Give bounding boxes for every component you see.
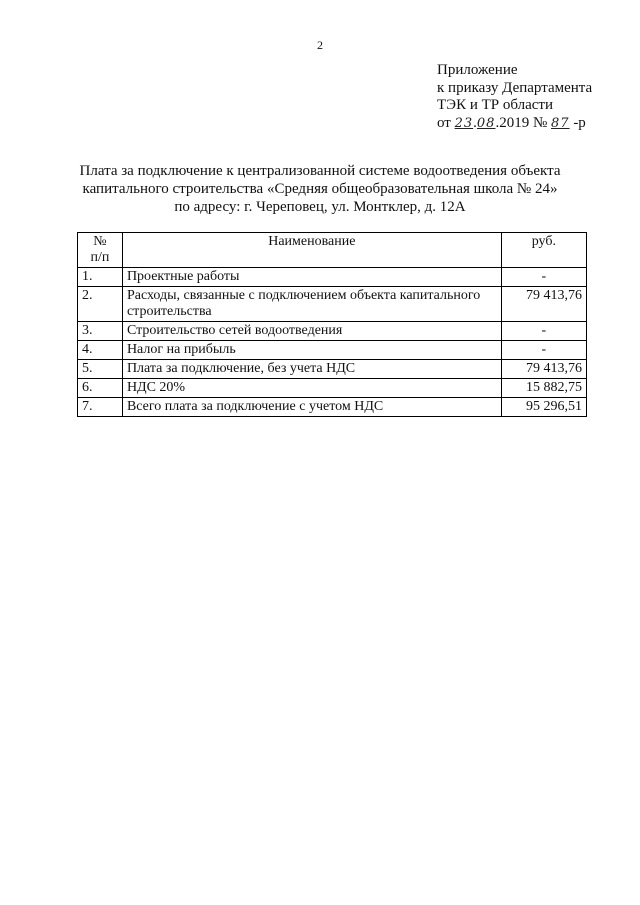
row-name: Плата за подключение, без учета НДС	[122, 360, 501, 379]
row-name: Расходы, связанные с подключением объекта капитального строительства	[122, 287, 501, 322]
date-separator: .	[473, 114, 477, 131]
header-number	[78, 233, 123, 268]
appendix-date-line	[437, 115, 592, 133]
row-number: 2.	[78, 287, 123, 322]
cost-table	[77, 232, 587, 417]
row-number: 3.	[78, 322, 123, 341]
appendix-block	[437, 62, 592, 132]
row-number: 7.	[78, 398, 123, 417]
row-value: 15 882,75	[501, 379, 586, 398]
row-value: 79 413,76	[501, 287, 586, 322]
document-title	[0, 162, 640, 216]
title-line-2: капитального строительства «Средняя общеобразовательная школа № 24»	[82, 181, 558, 197]
table-row	[78, 287, 587, 322]
row-number: 4.	[78, 341, 123, 360]
header-name: Наименование	[122, 233, 501, 268]
table-row	[78, 268, 587, 287]
row-name: Всего плата за подключение с учетом НДС	[122, 398, 501, 417]
row-name: Налог на прибыль	[122, 341, 501, 360]
date-day: 23	[454, 115, 474, 131]
date-month: 08	[476, 115, 496, 131]
date-prefix: от	[437, 114, 455, 131]
row-value: -	[501, 268, 586, 287]
order-suffix: -р	[569, 114, 586, 131]
title-line-1: Плата за подключение к централизованной системе водоотведения объекта	[79, 163, 561, 179]
row-value: -	[501, 341, 586, 360]
table-row	[78, 360, 587, 379]
row-number: 6.	[78, 379, 123, 398]
table-row	[78, 398, 587, 417]
table-header-row	[78, 233, 587, 268]
appendix-title: Приложение	[437, 62, 518, 78]
row-value: 95 296,51	[501, 398, 586, 417]
page-number: 2	[317, 38, 323, 52]
table-row	[78, 341, 587, 360]
table-row	[78, 322, 587, 341]
row-name: Проектные работы	[122, 268, 501, 287]
order-number: 87	[551, 115, 570, 131]
date-year: .2019 №	[495, 114, 552, 131]
appendix-order-ref: к приказу Департамента	[437, 79, 593, 96]
row-number: 5.	[78, 360, 123, 379]
row-name: Строительство сетей водоотведения	[122, 322, 501, 341]
appendix-department: ТЭК и ТР области	[437, 97, 553, 113]
header-value: руб.	[501, 233, 586, 268]
row-value: 79 413,76	[501, 360, 586, 379]
header-number-line1: №	[93, 234, 107, 249]
title-line-3: по адресу: г. Череповец, ул. Монтклер, д. 12А	[174, 199, 466, 215]
row-name: НДС 20%	[122, 379, 501, 398]
row-number: 1.	[78, 268, 123, 287]
header-number-line2: п/п	[90, 250, 110, 265]
row-value: -	[501, 322, 586, 341]
table-row	[78, 379, 587, 398]
